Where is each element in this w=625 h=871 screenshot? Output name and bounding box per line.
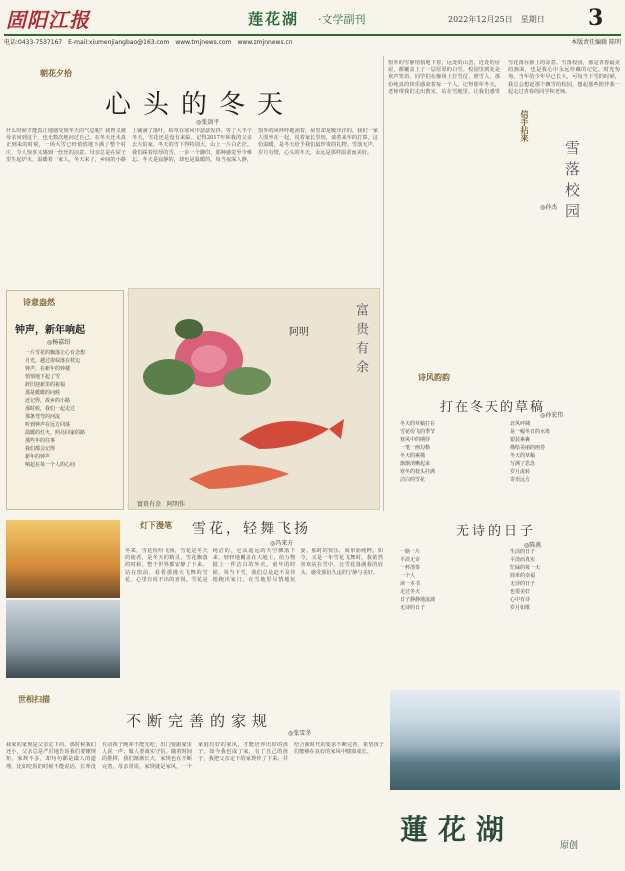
poem2-tag: 诗风韵韵	[418, 372, 450, 382]
lake-photo	[390, 690, 620, 790]
fish-tail-icon	[329, 419, 344, 439]
poem3-title: 无诗的日子	[456, 524, 537, 539]
poem-line: 雪花纷飞的季节	[400, 429, 436, 435]
poem-line: 响起在每一个人的心间	[25, 462, 76, 468]
bottom-logo: 蓮花湖	[400, 813, 515, 846]
article3-tag: 灯下漫笔	[140, 520, 172, 530]
koi-fish-icon	[189, 465, 289, 489]
article3-title: 雪花，轻舞飞扬	[192, 521, 311, 537]
poem-line: 心中有诗	[510, 597, 531, 603]
bottom-logo-sub: 原创	[560, 841, 579, 851]
poem3-author: ◎陈燕	[524, 542, 542, 549]
column-divider	[383, 56, 384, 511]
poem-line: 听到钟声在远方回荡	[25, 422, 71, 428]
poem3-col2	[510, 548, 610, 612]
poem-line: 辞旧迎新里的祝福	[25, 382, 66, 388]
poem-line: 岁月如歌	[510, 605, 531, 611]
poem-line: 描绘美丽的画卷	[510, 445, 546, 451]
poem-line: 走过冬天	[400, 589, 421, 595]
article1-title: 心头的冬天	[105, 90, 296, 120]
poem-line: 读一本书	[400, 581, 421, 587]
poem-line: 是一幅冬日的水墨	[510, 429, 551, 435]
poem-line: 一路一片	[400, 549, 421, 555]
article2-author: ◎孙杰	[540, 204, 558, 211]
poem-line: 一个人	[400, 573, 416, 579]
poem-line: 写满了思念	[510, 461, 536, 467]
golden-tree-photo	[6, 520, 120, 598]
painting	[128, 288, 380, 510]
poem-line: 我们都会记得	[25, 446, 56, 452]
poem-line: 寒风中的期待	[400, 437, 431, 443]
poem2-author: ◎孙宏伟	[540, 412, 564, 419]
poem-line: 日子静静地流淌	[400, 597, 436, 603]
poem1-lines	[25, 349, 121, 469]
painting-calligraphy: 富贵有余	[353, 303, 368, 379]
article4-body: 我家的家规是父亲定下的，那时候我们还小，父亲总是严厉地告诉我们要懂规矩。家规不多，却句句都是做人的道理。比如吃饭的时候不能说话，长辈没有动筷子晚辈不能先吃；出门要跟家里人说一声；做人要诚实守信。随着时间的推移，我们渐渐长大，家规也在不断完善。母亲常说，家规就是家风，一个家庭有好的家风，才能培养出好的孩子。如今我也成了家，有了自己的孩子，我把父亲定下的家规传了下来，并结合新时代的要求不断完善，希望孩子们能够在良好的家风中健康成长。	[6, 742, 384, 770]
poem-line: 平淡而真实	[510, 557, 536, 563]
poem-line: 无诗的日子	[400, 605, 426, 611]
poem-line: 也很美好	[510, 589, 531, 595]
poem-line: 渐渐清晰起来	[400, 461, 431, 467]
masthead-logo: 固阳江报	[6, 8, 90, 32]
poem-line: 冬天的草稿打在	[400, 421, 436, 427]
article1-tag: 朝花夕拾	[40, 68, 72, 78]
contact-info: 电话:0433-7537167 E-mail:xiumenjiangbao@163.com www.tmjnews.com www.zmjnnews.cn	[4, 39, 293, 46]
leaf-icon	[143, 359, 195, 395]
poem-line: 简单的幸福	[510, 573, 536, 579]
poem-line: 北风呼啸	[510, 421, 531, 427]
poem-line: 一杯清茶	[400, 565, 421, 571]
issue-date: 2022年12月25日 星期日	[448, 15, 545, 24]
article2-title: 雪落校园	[563, 140, 581, 224]
poem-line: 寒冬的枝头挂满	[400, 469, 436, 475]
poem-line: 一片雪花的飘落让心有念想	[25, 350, 86, 356]
poem2-title: 打在冬天的草稿	[440, 400, 546, 415]
leaf-icon	[223, 367, 271, 395]
article3-author: ◎冯来方	[270, 540, 294, 547]
poem-line: 岁月流转	[510, 469, 531, 475]
poem-line: 那是暖暖的问候	[25, 390, 61, 396]
painting-signature: 阿明	[289, 327, 309, 338]
poem-line: 无诗的日子	[510, 581, 536, 587]
poem-line: 温暖的灯火，照亮回家的路	[25, 430, 86, 436]
article2-tag: 信手拈来	[520, 110, 530, 142]
contact-bar	[4, 37, 621, 48]
section-subtitle: ·文学副刊	[318, 13, 366, 26]
poem-line: 一笔一画勾勒	[400, 445, 431, 451]
poem-line: 平淡无奇	[400, 557, 421, 563]
editor-info: 本版责任编辑 陈明	[571, 39, 621, 46]
section-title: 莲花湖	[248, 10, 300, 28]
poem-line: 悄悄地下起了雪	[25, 374, 61, 380]
article4-title: 不断完善的家规	[126, 712, 274, 730]
poem-line: 那条弯弯的河流	[25, 414, 61, 420]
poem1-box	[6, 290, 124, 510]
peony-center-icon	[191, 345, 227, 373]
article1-body: 什么时候才能真正地感受到冬天的气息呢？我曾又被母亲问到这个，也无数次地问过自己。在冬天还未真正到来的时候，一场大雪已经悄悄地下满了整个村庄，令人惊喜又感到一丝丝的凉意。母亲总是在屋子里生起炉火，温暖着一家人。冬天来了，乡间的小路上铺满了落叶，枯草在寒风中瑟瑟发抖。等了大半个冬天，雪花还是没有来临。记得2017年和我的父亲去大伯家，冬天的雪下得特别大，山上一片白茫茫。我们踩着厚厚的雪，一步一个脚印，那种感觉至今难忘。冬天是寂静的，却也是温暖的。每当夜深人静，窗外的风呼呼地刮着，屋里却是暖洋洋的。我们一家人围坐在一起，说着家长里短，谈着来年的打算。这份温暖，是冬天给予我们最珍贵的礼物。雪落无声，岁月有情，心头的冬天，永远是那样温柔而美好。	[6, 128, 378, 163]
poem-line: 寄语远方	[510, 477, 531, 483]
poem-line: 新年的钟声	[25, 454, 51, 460]
painting-caption: 富贵有余 阿明作	[137, 501, 186, 508]
article4-tag: 世相扫描	[18, 694, 50, 704]
poem2-col-right	[510, 420, 610, 484]
poem1-title: 钟声，新年响起	[15, 325, 85, 336]
poem2-col-left	[400, 420, 500, 484]
poem-line: 钟声，在新年的钟楼	[25, 366, 71, 372]
poem-line: 月光，越过窗棂落在枕边	[25, 358, 81, 364]
article4-author: ◎张雪冬	[288, 730, 312, 737]
poem-line: 冬天的素描	[400, 453, 426, 459]
article3-body: 冬来，雪花纷纷飞扬，雪花是冬天的使者，是冬天的精灵。雪花飘落的时候，整个世界都安静了下来。站在窗前，看着那漫天飞舞的雪花，心里有说不出的喜悦。雪花是纯洁的，它从遥远的天空飘落下来，轻轻地覆盖在大地上，给万物披上一件洁白的外衣。童年的时候，每当下雪，我们总是迫不及待地跑出家门，在雪地里尽情地玩耍。那时的快乐，简单而纯粹。如今，又是一年雪花飞舞时，我依然喜欢站在雪中，让雪花落满我的肩头，感受那份久违的宁静与美好。	[125, 548, 383, 583]
koi-fish-icon	[239, 421, 329, 449]
poem-line: 银装素裹	[510, 437, 531, 443]
article1-author: ◎张剑平	[196, 119, 220, 126]
poem-line: 那时候，我们一起走过	[25, 406, 76, 412]
peony-fish-painting	[129, 289, 381, 511]
leaf-icon	[175, 319, 203, 339]
poem-line: 洁白的雪花	[400, 477, 426, 483]
poem-line: 冬天的草稿	[510, 453, 536, 459]
masthead-rule	[4, 34, 621, 36]
poem1-tag: 诗意盎然	[23, 297, 55, 307]
poem3-col1	[400, 548, 500, 612]
winter-scene-photo	[6, 600, 120, 678]
poem-line: 生活的日子	[510, 549, 536, 555]
poem-line: 还记得，故乡的小路	[25, 398, 71, 404]
article2-body: 窗外的雪静悄悄地下着，远处的山峦、近处的房屋，都覆盖上了一层厚厚的白雪。校园里到处是欢声笑语，同学们在操场上打雪仗、堆雪人，那份纯真的快乐感染着每一个人。记得那年冬天，老师带我们走出教室，站在雪地里，让我们感受雪花落在脸上的凉意。雪落校园，那是青春最美的画面，也是我心中永远珍藏的记忆。时光匆匆，当年的少年早已长大，可每当下雪的时候，我总会想起那个飘雪的校园，想起那些陪伴我一起走过青春的同学和老师。	[388, 60, 620, 95]
page-number: 3	[588, 5, 604, 31]
poem-line: 那些年的往事	[25, 438, 56, 444]
poem1-author: ◎杨嘉绍	[47, 339, 71, 346]
poem-line: 忙碌的每一天	[510, 565, 541, 571]
